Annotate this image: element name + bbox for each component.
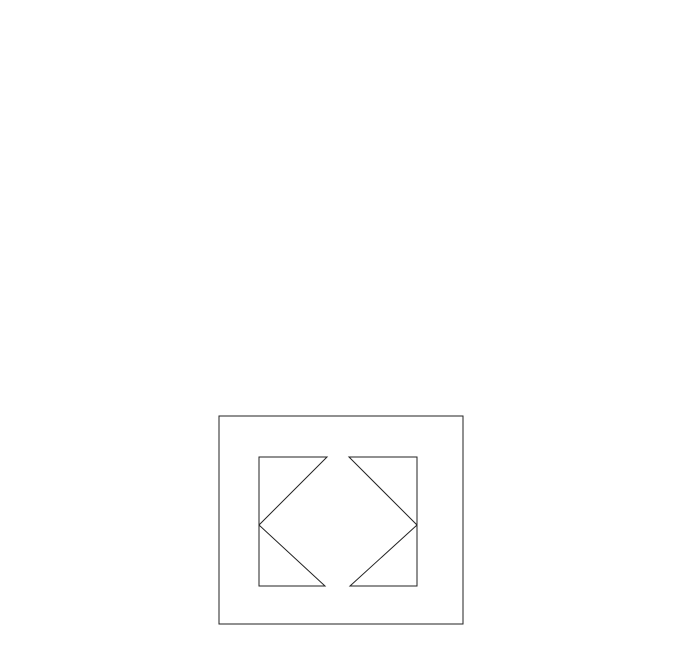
board-outline: [219, 416, 463, 624]
